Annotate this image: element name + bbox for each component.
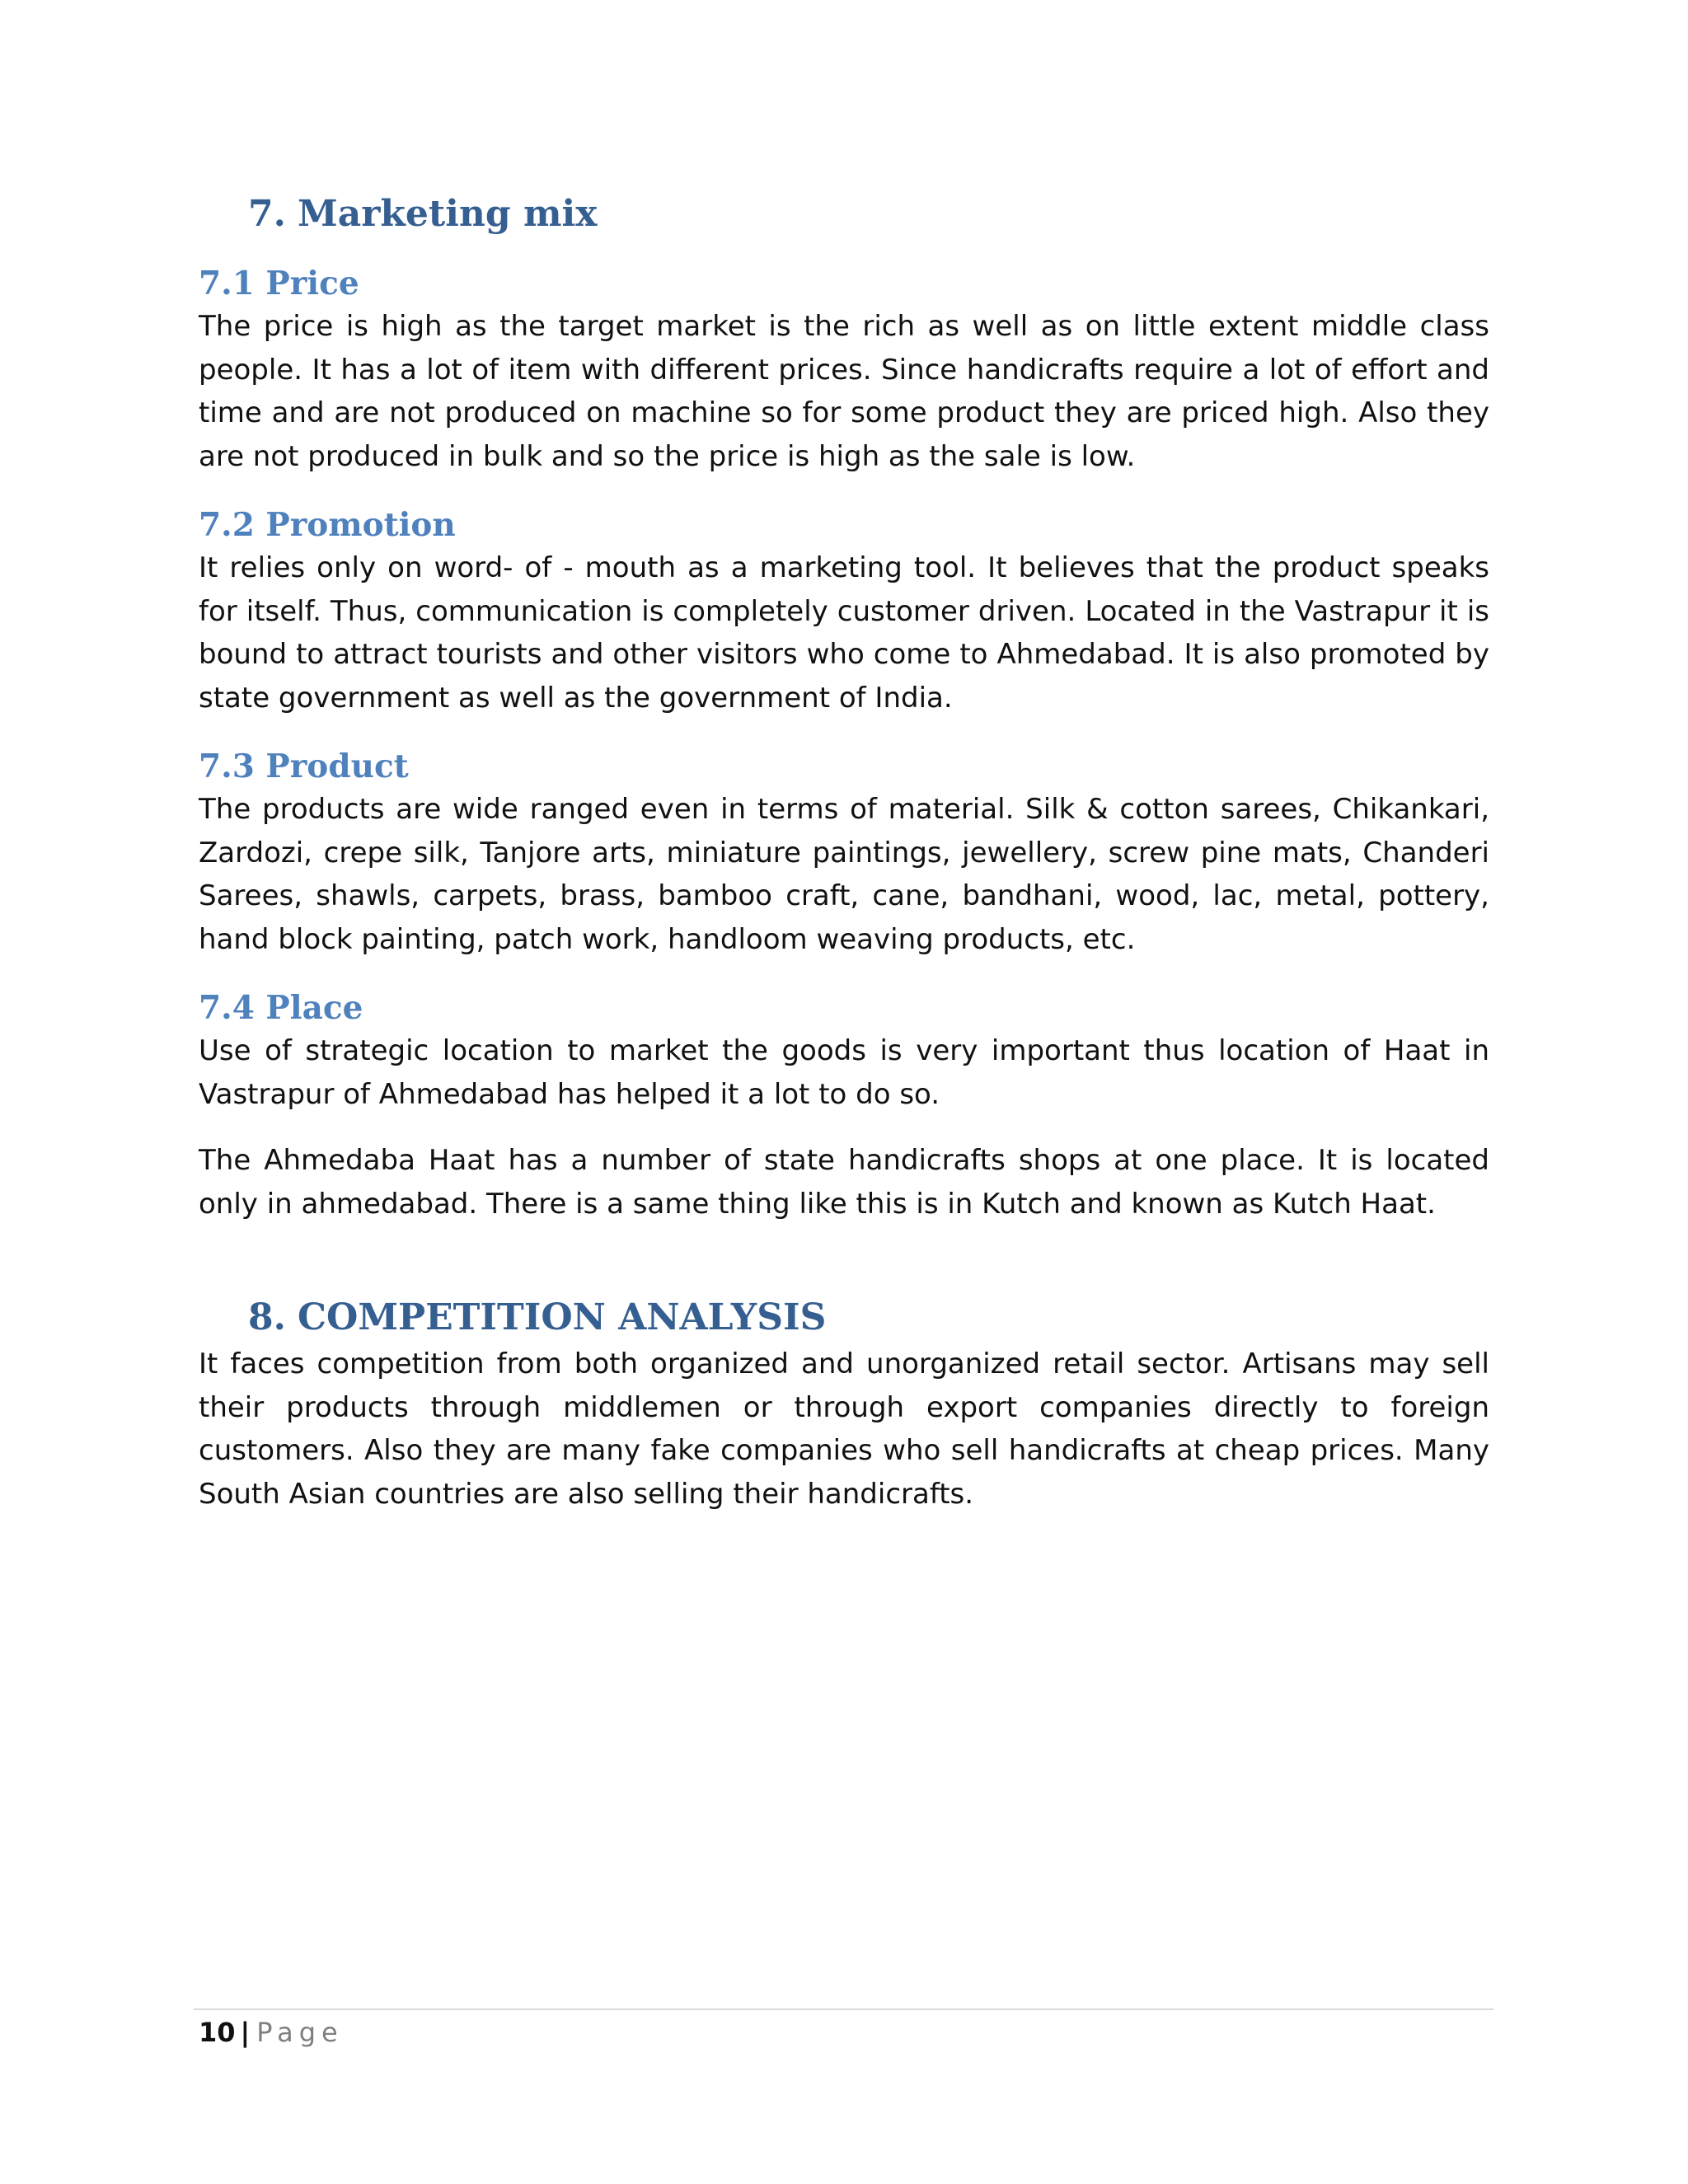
page-footer bbox=[199, 2014, 344, 2050]
paragraph-place-1: Use of strategic location to market the goods is very important thus location of Haat in Vastrapur of Ahmedabad has helped it a lot to do so. bbox=[199, 1034, 1489, 1111]
page-number: 10 bbox=[199, 2017, 236, 2048]
paragraph-promotion: It relies only on word- of - mouth as a marketing tool. It believes that the product speaks for itself. Thus, communication is completely customer driven. Located in the Vastrapur it is bound to attract tourists and other visitors who come to Ahmedabad. It is also promoted by state government as well as the government of India. bbox=[199, 551, 1489, 715]
paragraph-competition: It faces competition from both organized and unorganized retail sector. Artisans may sell their products through middlemen or through export companies directly to foreign customers. Also they are many fake companies who sell handicrafts at cheap prices. Many South Asian countries are also selling their handicrafts. bbox=[199, 1347, 1489, 1511]
paragraph-place-2: The Ahmedaba Haat has a number of state handicrafts shops at one place. It is located only in ahmedabad. There is a same thing like this is in Kutch and known as Kutch Haat. bbox=[199, 1144, 1489, 1221]
footer-separator: | bbox=[240, 2017, 251, 2048]
paragraph-product: The products are wide ranged even in terms of material. Silk & cotton sarees, Chikankari, Zardozi, crepe silk, Tanjore arts, miniature paintings, jewellery, screw pine mats, Chanderi Sarees, shawls, carpets, brass, bamboo craft, cane, bandhani, wood, lac, metal, pottery, hand block painting, patch work, handloom weaving products, etc. bbox=[199, 793, 1489, 956]
section-title: COMPETITION ANALYSIS bbox=[298, 1296, 827, 1338]
page-content bbox=[199, 190, 1489, 1516]
subheading-promotion: 7.2 Promotion bbox=[199, 506, 456, 544]
section-heading-marketing-mix bbox=[199, 190, 1489, 239]
section-number: 8. bbox=[248, 1296, 286, 1338]
section-heading-competition bbox=[199, 1293, 1489, 1343]
page-label: Page bbox=[256, 2017, 344, 2048]
paragraph-price: The price is high as the target market is the rich as well as on little extent middle class people. It has a lot of item with different prices. Since handicrafts require a lot of effort and time and are not produced on machine so for some product they are priced high. Also they are not produced in bulk and so the price is high as the sale is low. bbox=[199, 310, 1489, 473]
subheading-price: 7.1 Price bbox=[199, 265, 359, 302]
footer-divider bbox=[194, 2008, 1493, 2010]
subheading-place: 7.4 Place bbox=[199, 989, 363, 1027]
section-title: Marketing mix bbox=[298, 193, 598, 235]
section-number: 7. bbox=[248, 193, 286, 235]
subheading-product: 7.3 Product bbox=[199, 748, 409, 785]
